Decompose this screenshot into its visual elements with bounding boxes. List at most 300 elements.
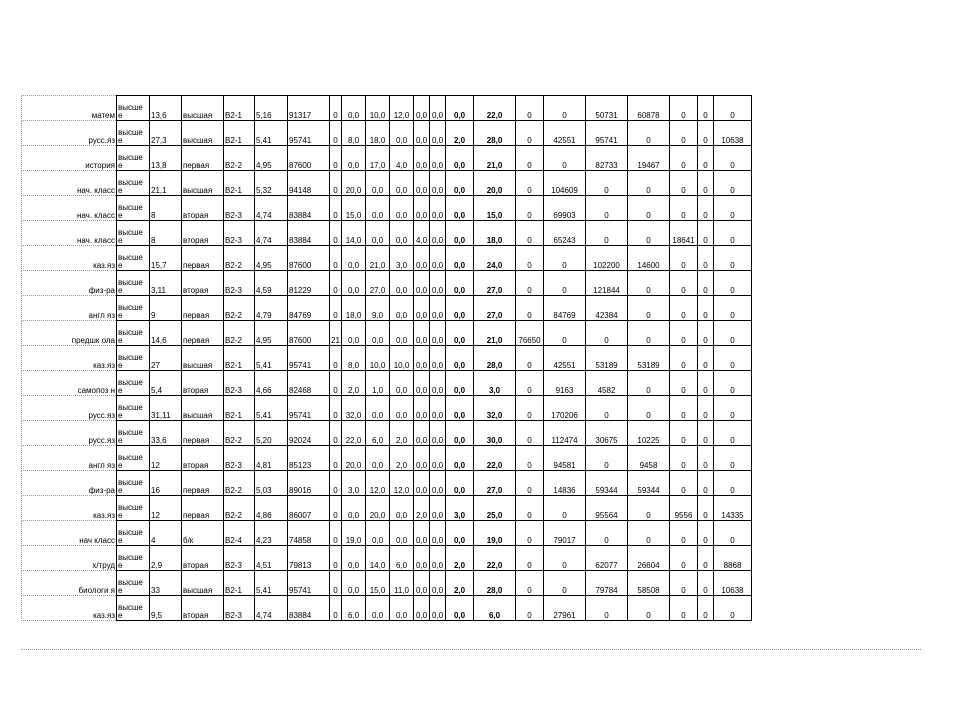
table-cell: 22,0 [474, 446, 516, 471]
table-cell: 0 [628, 521, 670, 546]
table-cell: 0 [516, 371, 544, 396]
table-cell: B2-1 [224, 571, 255, 596]
table-cell: вторая [182, 221, 224, 246]
table-cell: 0 [586, 321, 628, 346]
table-cell: первая [182, 421, 224, 446]
table-cell: 0 [516, 221, 544, 246]
table-cell: 95741 [586, 121, 628, 146]
table-cell: 0 [516, 521, 544, 546]
table-cell: 2,0 [446, 571, 474, 596]
table-cell: 0,0 [446, 396, 474, 421]
table-cell: 0 [714, 221, 752, 246]
table-cell: первая [182, 496, 224, 521]
table-cell: 14600 [628, 246, 670, 271]
table-cell: 94581 [544, 446, 586, 471]
subject-cell: биологи я [22, 571, 117, 596]
table-cell: вторая [182, 446, 224, 471]
table-cell: 21,0 [474, 321, 516, 346]
table-cell: 53189 [586, 346, 628, 371]
table-cell: 21,1 [150, 171, 182, 196]
table-cell: 4,79 [255, 296, 288, 321]
education-cell: высше е [117, 271, 150, 296]
table-cell: 3,0 [342, 471, 366, 496]
table-cell: 87600 [288, 146, 330, 171]
table-cell: 21 [330, 321, 342, 346]
table-cell: 82733 [586, 146, 628, 171]
table-cell: 0,0 [366, 321, 390, 346]
table-cell: 0 [516, 446, 544, 471]
table-cell: 62077 [586, 546, 628, 571]
table-cell: 5,41 [255, 121, 288, 146]
table-cell: 0,0 [430, 571, 446, 596]
table-cell: 0 [698, 171, 714, 196]
table-row [22, 271, 752, 296]
table-cell: 28,0 [474, 121, 516, 146]
table-cell: 2,0 [390, 446, 414, 471]
table-cell: B2-2 [224, 246, 255, 271]
table-cell: B2-2 [224, 321, 255, 346]
table-cell: B2-2 [224, 146, 255, 171]
table-cell: 84769 [288, 296, 330, 321]
table-cell: 0 [698, 296, 714, 321]
table-cell: 0,0 [446, 421, 474, 446]
table-cell: 0 [330, 121, 342, 146]
table-cell: 5,20 [255, 421, 288, 446]
table-cell: 0 [544, 96, 586, 121]
table-cell: 0,0 [446, 246, 474, 271]
education-cell: высше е [117, 146, 150, 171]
table-cell: 0 [330, 346, 342, 371]
subject-cell: каз.яз [22, 496, 117, 521]
table-cell: 0 [698, 596, 714, 621]
table-cell: 0,0 [430, 146, 446, 171]
table-cell: 9163 [544, 371, 586, 396]
table-cell: 89016 [288, 471, 330, 496]
table-cell: 0 [714, 246, 752, 271]
table-cell: 15,0 [366, 571, 390, 596]
table-cell: 83884 [288, 196, 330, 221]
table-cell: 0,0 [430, 496, 446, 521]
table-cell: 79813 [288, 546, 330, 571]
table-cell: 0 [628, 321, 670, 346]
table-cell: 5,41 [255, 346, 288, 371]
education-cell: высше е [117, 121, 150, 146]
table-cell: 14,6 [150, 321, 182, 346]
table-cell: 0 [330, 396, 342, 421]
table-cell: 83884 [288, 596, 330, 621]
table-cell: 0,0 [414, 396, 430, 421]
table-cell: 0 [698, 571, 714, 596]
table-cell: высшая [182, 171, 224, 196]
table-cell: 0 [714, 271, 752, 296]
table-cell: B2-1 [224, 96, 255, 121]
table-cell: 4,0 [390, 146, 414, 171]
table-cell: 69903 [544, 196, 586, 221]
table-cell: 0 [516, 396, 544, 421]
table-cell: 25,0 [474, 496, 516, 521]
table-cell: 14,0 [366, 546, 390, 571]
table-row [22, 421, 752, 446]
table-cell: B2-3 [224, 596, 255, 621]
table-cell: 0 [670, 146, 698, 171]
table-cell: 0,0 [342, 321, 366, 346]
table-cell: 0 [698, 471, 714, 496]
table-cell: 0,0 [430, 271, 446, 296]
table-cell: 0,0 [342, 571, 366, 596]
table-cell: 79784 [586, 571, 628, 596]
table-cell: 0,0 [446, 196, 474, 221]
table-cell: 0,0 [430, 96, 446, 121]
table-cell: 42551 [544, 121, 586, 146]
table-cell: 0 [670, 421, 698, 446]
table-cell: 0 [670, 596, 698, 621]
education-cell: высше е [117, 371, 150, 396]
table-cell: 0 [670, 121, 698, 146]
subject-cell: нач. класс [22, 171, 117, 196]
table-cell: 0 [516, 121, 544, 146]
table-cell: 0,0 [446, 346, 474, 371]
table-cell: 0 [698, 96, 714, 121]
table-cell: 0 [670, 546, 698, 571]
table-cell: 87600 [288, 321, 330, 346]
table-cell: B2-3 [224, 446, 255, 471]
table-cell: 0,0 [390, 521, 414, 546]
table-cell: B2-2 [224, 421, 255, 446]
table-cell: 0 [670, 271, 698, 296]
table-cell: 14836 [544, 471, 586, 496]
table-cell: вторая [182, 371, 224, 396]
subject-cell: нач. класс [22, 196, 117, 221]
education-cell: высше е [117, 421, 150, 446]
table-cell: 2,0 [390, 421, 414, 446]
table-cell: 9 [150, 296, 182, 321]
table-cell: 0,0 [430, 296, 446, 321]
table-cell: 0 [628, 121, 670, 146]
table-cell: 0 [586, 596, 628, 621]
table-cell: 0 [714, 471, 752, 496]
table-cell: 32,0 [474, 396, 516, 421]
table-cell: 4,95 [255, 146, 288, 171]
table-cell: 4,74 [255, 596, 288, 621]
table-cell: 0 [670, 171, 698, 196]
table-cell: 0,0 [430, 421, 446, 446]
subject-cell: каз.яз [22, 596, 117, 621]
table-cell: 0,0 [414, 596, 430, 621]
table-cell: вторая [182, 271, 224, 296]
table-cell: 104609 [544, 171, 586, 196]
table-cell: 0,0 [366, 596, 390, 621]
table-cell: 9,5 [150, 596, 182, 621]
table-cell: 0 [516, 96, 544, 121]
table-cell: 0,0 [414, 346, 430, 371]
table-cell: 19,0 [474, 521, 516, 546]
table-cell: 3,0 [474, 371, 516, 396]
table-cell: 0,0 [390, 221, 414, 246]
table-cell: 30,0 [474, 421, 516, 446]
table-row [22, 546, 752, 571]
subject-cell: русс.яз [22, 121, 117, 146]
table-cell: 50731 [586, 96, 628, 121]
table-cell: 20,0 [366, 496, 390, 521]
table-cell: 16 [150, 471, 182, 496]
table-cell: 0,0 [390, 496, 414, 521]
table-cell: 95741 [288, 571, 330, 596]
table-cell: B2-1 [224, 396, 255, 421]
table-cell: 0,0 [414, 446, 430, 471]
subject-cell: нач класс [22, 521, 117, 546]
table-cell: высшая [182, 96, 224, 121]
table-cell: 8,0 [342, 346, 366, 371]
table-cell: 0,0 [390, 271, 414, 296]
table-cell: 87600 [288, 246, 330, 271]
table-cell: 0,0 [414, 321, 430, 346]
table-cell: 0 [516, 146, 544, 171]
table-cell: 0 [586, 521, 628, 546]
table-cell: 10638 [714, 121, 752, 146]
table-cell: 0,0 [342, 496, 366, 521]
education-cell: высше е [117, 571, 150, 596]
table-cell: 10638 [714, 571, 752, 596]
table-cell: 12,0 [390, 96, 414, 121]
table-cell: 3,0 [446, 496, 474, 521]
table-cell: 0 [628, 496, 670, 521]
table-cell: 0 [544, 571, 586, 596]
education-cell: высше е [117, 221, 150, 246]
table-cell: 0 [330, 371, 342, 396]
sheet-bottom-rule [21, 649, 921, 650]
table-cell: 0 [330, 496, 342, 521]
table-cell: 0,0 [430, 346, 446, 371]
table-cell: 4,0 [414, 221, 430, 246]
table-cell: 27,0 [474, 296, 516, 321]
table-cell: 59344 [586, 471, 628, 496]
table-cell: 0 [544, 146, 586, 171]
table-cell: 0,0 [446, 521, 474, 546]
table-cell: 0,0 [430, 446, 446, 471]
table-cell: 0 [698, 121, 714, 146]
table-cell: 0 [670, 571, 698, 596]
table-cell: 0 [516, 596, 544, 621]
table-cell: 0 [516, 346, 544, 371]
table-cell: B2-3 [224, 546, 255, 571]
table-cell: 0,0 [366, 221, 390, 246]
table-cell: 0 [698, 321, 714, 346]
table-row [22, 596, 752, 621]
table-cell: 0,0 [446, 296, 474, 321]
table-cell: 31,11 [150, 396, 182, 421]
table-cell: 9556 [670, 496, 698, 521]
table-row [22, 171, 752, 196]
education-cell: высше е [117, 496, 150, 521]
table-row [22, 246, 752, 271]
table-cell: 4,74 [255, 221, 288, 246]
table-cell: 0,0 [430, 121, 446, 146]
table-cell: 20,0 [474, 171, 516, 196]
table-cell: 0 [544, 271, 586, 296]
table-cell: 0,0 [414, 196, 430, 221]
education-cell: высше е [117, 321, 150, 346]
table-cell: 0,0 [390, 121, 414, 146]
table-cell: 0 [698, 246, 714, 271]
table-cell: 0,0 [342, 246, 366, 271]
table-cell: 0 [714, 171, 752, 196]
table-cell: 0,0 [414, 246, 430, 271]
table-cell: 0 [714, 96, 752, 121]
table-cell: 15,0 [342, 196, 366, 221]
table-cell: 6,0 [474, 596, 516, 621]
table-cell: 0 [698, 146, 714, 171]
table-cell: 10225 [628, 421, 670, 446]
subject-cell: русс.яз [22, 396, 117, 421]
table-row [22, 371, 752, 396]
table-cell: 0 [698, 371, 714, 396]
table-cell: 0 [714, 421, 752, 446]
table-cell: 15,0 [474, 196, 516, 221]
table-cell: 14335 [714, 496, 752, 521]
table-cell: 22,0 [342, 421, 366, 446]
table-cell: 0 [714, 371, 752, 396]
table-cell: первая [182, 471, 224, 496]
table-cell: 32,0 [342, 396, 366, 421]
table-cell: B2-2 [224, 471, 255, 496]
table-cell: 0,0 [430, 396, 446, 421]
table-cell: B2-1 [224, 346, 255, 371]
table-cell: 0 [330, 446, 342, 471]
table-cell: 91317 [288, 96, 330, 121]
table-cell: 0 [714, 321, 752, 346]
table-cell: 0,0 [414, 546, 430, 571]
table-cell: 12,0 [390, 471, 414, 496]
table-cell: 0 [544, 246, 586, 271]
subject-cell: каз.яз [22, 346, 117, 371]
table-cell: 27,3 [150, 121, 182, 146]
table-cell: 4,23 [255, 521, 288, 546]
table-cell: B2-2 [224, 496, 255, 521]
table-cell: 0 [330, 271, 342, 296]
table-cell: 112474 [544, 421, 586, 446]
table-cell: 0,0 [414, 571, 430, 596]
table-cell: 9,0 [366, 296, 390, 321]
table-cell: 0,0 [446, 146, 474, 171]
table-row [22, 571, 752, 596]
table-cell: 0 [586, 171, 628, 196]
table-cell: 0 [628, 396, 670, 421]
table-cell: 0 [670, 396, 698, 421]
education-cell: высше е [117, 196, 150, 221]
table-row [22, 121, 752, 146]
table-cell: 13,6 [150, 96, 182, 121]
table-cell: 170206 [544, 396, 586, 421]
table-cell: 0,0 [414, 96, 430, 121]
table-cell: 94148 [288, 171, 330, 196]
education-cell: высше е [117, 346, 150, 371]
table-row [22, 471, 752, 496]
table-cell: высшая [182, 396, 224, 421]
subject-cell: физ-ра [22, 271, 117, 296]
subject-cell: х/труд [22, 546, 117, 571]
table-row [22, 221, 752, 246]
table-cell: 0 [544, 321, 586, 346]
subject-cell: физ-ра [22, 471, 117, 496]
table-cell: 0 [698, 446, 714, 471]
table-cell: 13,8 [150, 146, 182, 171]
table-cell: 0 [330, 421, 342, 446]
table-cell: 20,0 [342, 446, 366, 471]
table-cell: 0 [714, 521, 752, 546]
subject-cell: самопоз н [22, 371, 117, 396]
table-cell: первая [182, 321, 224, 346]
table-cell: 95741 [288, 121, 330, 146]
education-cell: высше е [117, 396, 150, 421]
table-cell: 2,0 [414, 496, 430, 521]
table-cell: 0 [330, 96, 342, 121]
table-cell: 0,0 [430, 521, 446, 546]
table-cell: 18,0 [366, 121, 390, 146]
table-cell: 4,59 [255, 271, 288, 296]
subject-cell: англ яз [22, 296, 117, 321]
table-cell: 0 [670, 371, 698, 396]
table-cell: 4,95 [255, 246, 288, 271]
table-cell: 0,0 [366, 396, 390, 421]
table-cell: 0,0 [390, 396, 414, 421]
table-cell: 19,0 [342, 521, 366, 546]
table-cell: 5,41 [255, 396, 288, 421]
table-cell: первая [182, 146, 224, 171]
table-cell: B2-2 [224, 296, 255, 321]
table-cell: 0 [586, 396, 628, 421]
table-cell: 0 [628, 171, 670, 196]
table-cell: 0 [698, 421, 714, 446]
table-cell: первая [182, 296, 224, 321]
table-cell: 0 [698, 546, 714, 571]
table-cell: 33,6 [150, 421, 182, 446]
table-cell: 12 [150, 446, 182, 471]
education-cell: высше е [117, 96, 150, 121]
table-cell: 0 [516, 546, 544, 571]
table-cell: 42551 [544, 346, 586, 371]
table-cell: 0,0 [430, 546, 446, 571]
table-cell: 4,51 [255, 546, 288, 571]
table-cell: высшая [182, 571, 224, 596]
table-cell: 0 [670, 96, 698, 121]
table-cell: 0 [628, 196, 670, 221]
table-row [22, 446, 752, 471]
table-cell: 4,74 [255, 196, 288, 221]
table-row [22, 196, 752, 221]
subject-cell: англ яз [22, 446, 117, 471]
table-cell: 0 [330, 471, 342, 496]
table-cell: 0,0 [390, 196, 414, 221]
table-cell: 58508 [628, 571, 670, 596]
table-cell: 3,11 [150, 271, 182, 296]
table-cell: 0 [714, 596, 752, 621]
table-cell: 0,0 [342, 271, 366, 296]
education-cell: высше е [117, 596, 150, 621]
table-cell: 0 [698, 221, 714, 246]
table-cell: 95741 [288, 346, 330, 371]
table-cell: 4,95 [255, 321, 288, 346]
table-cell: 5,03 [255, 471, 288, 496]
table-cell: 12 [150, 496, 182, 521]
table-cell: 2,0 [342, 371, 366, 396]
table-cell: 0,0 [390, 171, 414, 196]
table-cell: 6,0 [390, 546, 414, 571]
table-cell: 12,0 [366, 471, 390, 496]
table-cell: 18,0 [474, 221, 516, 246]
education-cell: высше е [117, 521, 150, 546]
table-cell: 5,41 [255, 571, 288, 596]
table-cell: вторая [182, 546, 224, 571]
